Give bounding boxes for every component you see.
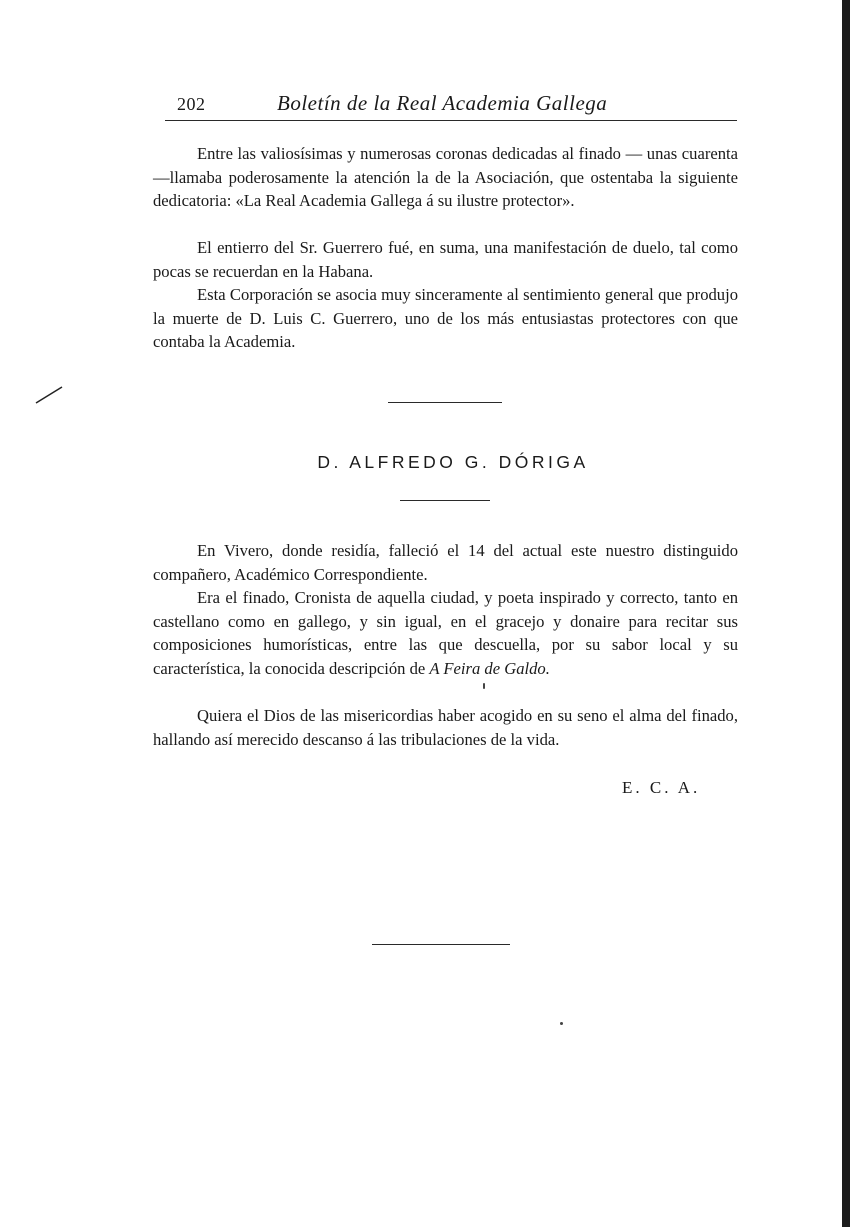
paragraph-vivero: En Vivero, donde residía, falleció el 14 del actual este nuestro distinguido compañero, Académico Correspondiente. (153, 541, 738, 584)
heading-underline-rule (400, 500, 490, 501)
paragraph-cronista-text: Era el finado, Cronista de aquella ciudad, y poeta inspirado y correcto, tanto en castellano como en gallego, y sin igual, en el gracejo y donaire para recitar sus composiciones humorísticas, entre las que descuella, por su sabor local y su característica, la conocida descripción de (153, 588, 738, 678)
page-header (165, 90, 737, 121)
closing-rule (372, 944, 510, 945)
section-divider-rule (388, 402, 502, 403)
paragraph-misericordias: Quiera el Dios de las misericordias haber acogido en su seno el alma del finado, hallando así merecido descanso á las tribulaciones de la vida. (153, 706, 738, 749)
page-edge-shadow (842, 0, 850, 1227)
print-speck (560, 1022, 563, 1025)
page-number: 202 (177, 94, 206, 114)
paragraph-cronista (153, 586, 738, 680)
stray-pen-mark (34, 385, 64, 405)
obituary-heading: D. ALFREDO G. DÓRIGA (317, 452, 589, 472)
print-speck (483, 683, 485, 689)
running-title: Boletín de la Real Academia Gallega (277, 91, 608, 115)
signature-initials: E. C. A. (622, 778, 701, 797)
paragraph-corporacion: Esta Corporación se asocia muy sinceramente al sentimiento general que produjo la muerte de D. Luis C. Guerrero, uno de los más entusiastas protectores con que contaba la Academia. (153, 285, 738, 351)
paragraph-coronas: Entre las valiosísimas y numerosas coronas dedicadas al finado — unas cuarenta—llamaba poderosamente la atención la de la Asociación, que ostentaba la siguiente dedicatoria: «La Real Academia Gallega á su ilustre protector». (153, 144, 738, 210)
paragraph-entierro: El entierro del Sr. Guerrero fué, en suma, una manifestación de duelo, tal como pocas se recuerdan en la Habana. (153, 238, 738, 281)
work-title-italic: A Feira de Galdo. (429, 658, 550, 678)
